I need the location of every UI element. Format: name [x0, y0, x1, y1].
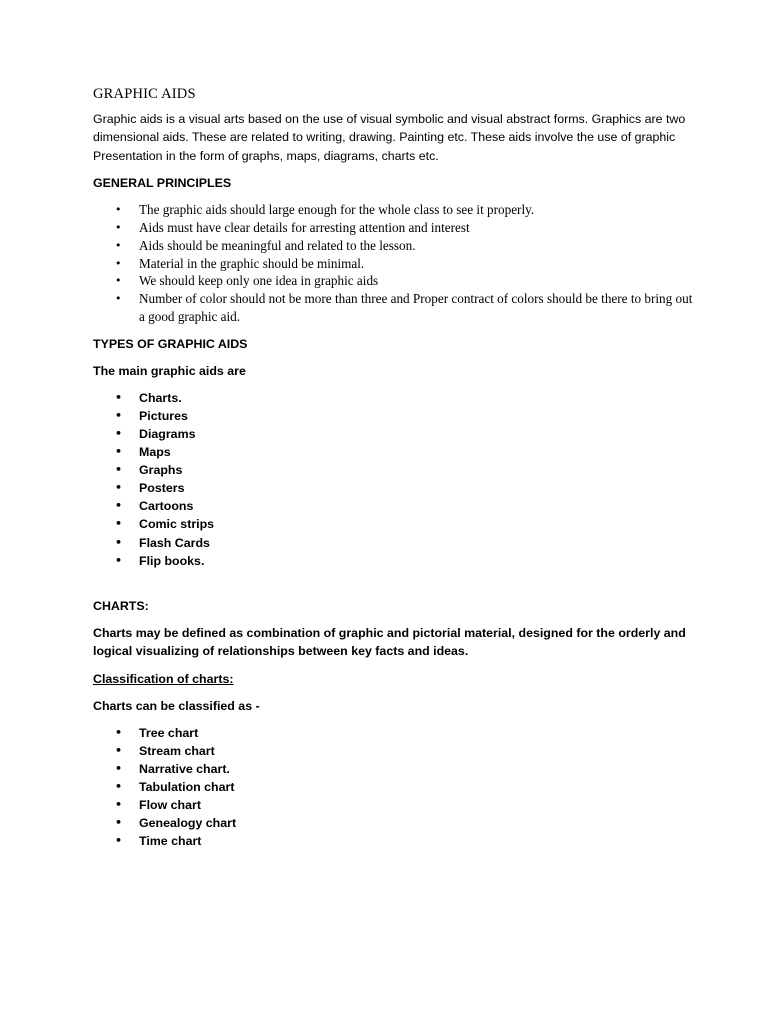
- bullet-icon: •: [115, 292, 122, 306]
- bullet-icon: •: [115, 445, 123, 459]
- bullet-icon: •: [115, 743, 123, 757]
- list-item: • Comic strips: [93, 515, 693, 533]
- general-principles-heading: GENERAL PRINCIPLES: [93, 176, 232, 191]
- classification-lead: Charts can be classified as -: [93, 698, 260, 713]
- types-lead: The main graphic aids are: [93, 363, 246, 378]
- bullet-icon: •: [115, 834, 123, 848]
- bullet-icon: •: [115, 481, 123, 495]
- spacer: [93, 579, 693, 597]
- list-item: • Aids should be meaningful and related to the lesson.: [115, 237, 416, 253]
- bullet-icon: •: [115, 816, 123, 830]
- list-item: • Flip books.: [93, 552, 693, 570]
- charts-heading: CHARTS:: [93, 598, 149, 613]
- list-item: • We should keep only one idea in graphic aids: [115, 273, 379, 289]
- bullet-icon: •: [115, 390, 123, 404]
- bullet-icon: •: [115, 725, 123, 739]
- bullet-icon: •: [115, 274, 122, 288]
- list-item: • Maps: [93, 443, 693, 461]
- list-item: • Narrative chart.: [93, 760, 693, 778]
- bullet-icon: •: [115, 761, 123, 775]
- classification-heading: Classification of charts:: [93, 671, 234, 686]
- charts-definition: Charts may be defined as combination of graphic and pictorial material, designed for the orderly and logical visualizing of relationships between key facts and ideas.: [93, 625, 686, 659]
- bullet-icon: •: [115, 408, 123, 422]
- types-heading: TYPES OF GRAPHIC AIDS: [93, 336, 248, 351]
- intro-paragraph: Graphic aids is a visual arts based on the use of visual symbolic and visual abstract forms. Graphics are two dimensional aids. These are related to writing, drawing. Painting etc. These aids involve the use of graphic Presentation in the form of graphs, maps, diagrams, charts etc.: [93, 112, 686, 163]
- list-item: • Material in the graphic should be minimal.: [115, 255, 365, 271]
- document-page: [93, 86, 693, 859]
- bullet-icon: •: [115, 426, 123, 440]
- bullet-icon: •: [115, 256, 122, 270]
- list-item: • Time chart: [93, 832, 693, 850]
- bullet-icon: •: [115, 535, 123, 549]
- list-item: • Graphs: [93, 461, 693, 479]
- bullet-icon: •: [115, 797, 123, 811]
- list-item: • Tree chart: [93, 724, 693, 742]
- list-item: • Flash Cards: [93, 534, 693, 552]
- list-item: • Tabulation chart: [93, 778, 693, 796]
- list-item: • Diagrams: [93, 425, 693, 443]
- bullet-icon: •: [115, 517, 123, 531]
- list-item: • Number of color should not be more than three and Proper contract of colors should be there to bring out a good graphic aid.: [115, 291, 693, 324]
- bullet-icon: •: [115, 499, 123, 513]
- bullet-icon: •: [115, 203, 122, 217]
- bullet-icon: •: [115, 238, 122, 252]
- classification-list: [93, 724, 693, 851]
- types-list: [93, 389, 693, 570]
- list-item: • Stream chart: [93, 742, 693, 760]
- bullet-icon: •: [115, 553, 123, 567]
- bullet-icon: •: [115, 463, 123, 477]
- list-item: • Flow chart: [93, 796, 693, 814]
- bullet-icon: •: [115, 221, 122, 235]
- list-item: • Genealogy chart: [93, 814, 693, 832]
- bullet-icon: •: [115, 779, 123, 793]
- list-item: • Posters: [93, 479, 693, 497]
- list-item: • Aids must have clear details for arresting attention and interest: [115, 220, 470, 236]
- general-principles-list: [93, 201, 693, 326]
- document-title: GRAPHIC AIDS: [93, 86, 196, 102]
- list-item: • Pictures: [93, 407, 693, 425]
- list-item: • Charts.: [93, 389, 693, 407]
- list-item: • Cartoons: [93, 497, 693, 515]
- list-item: • The graphic aids should large enough for the whole class to see it properly.: [115, 202, 535, 218]
